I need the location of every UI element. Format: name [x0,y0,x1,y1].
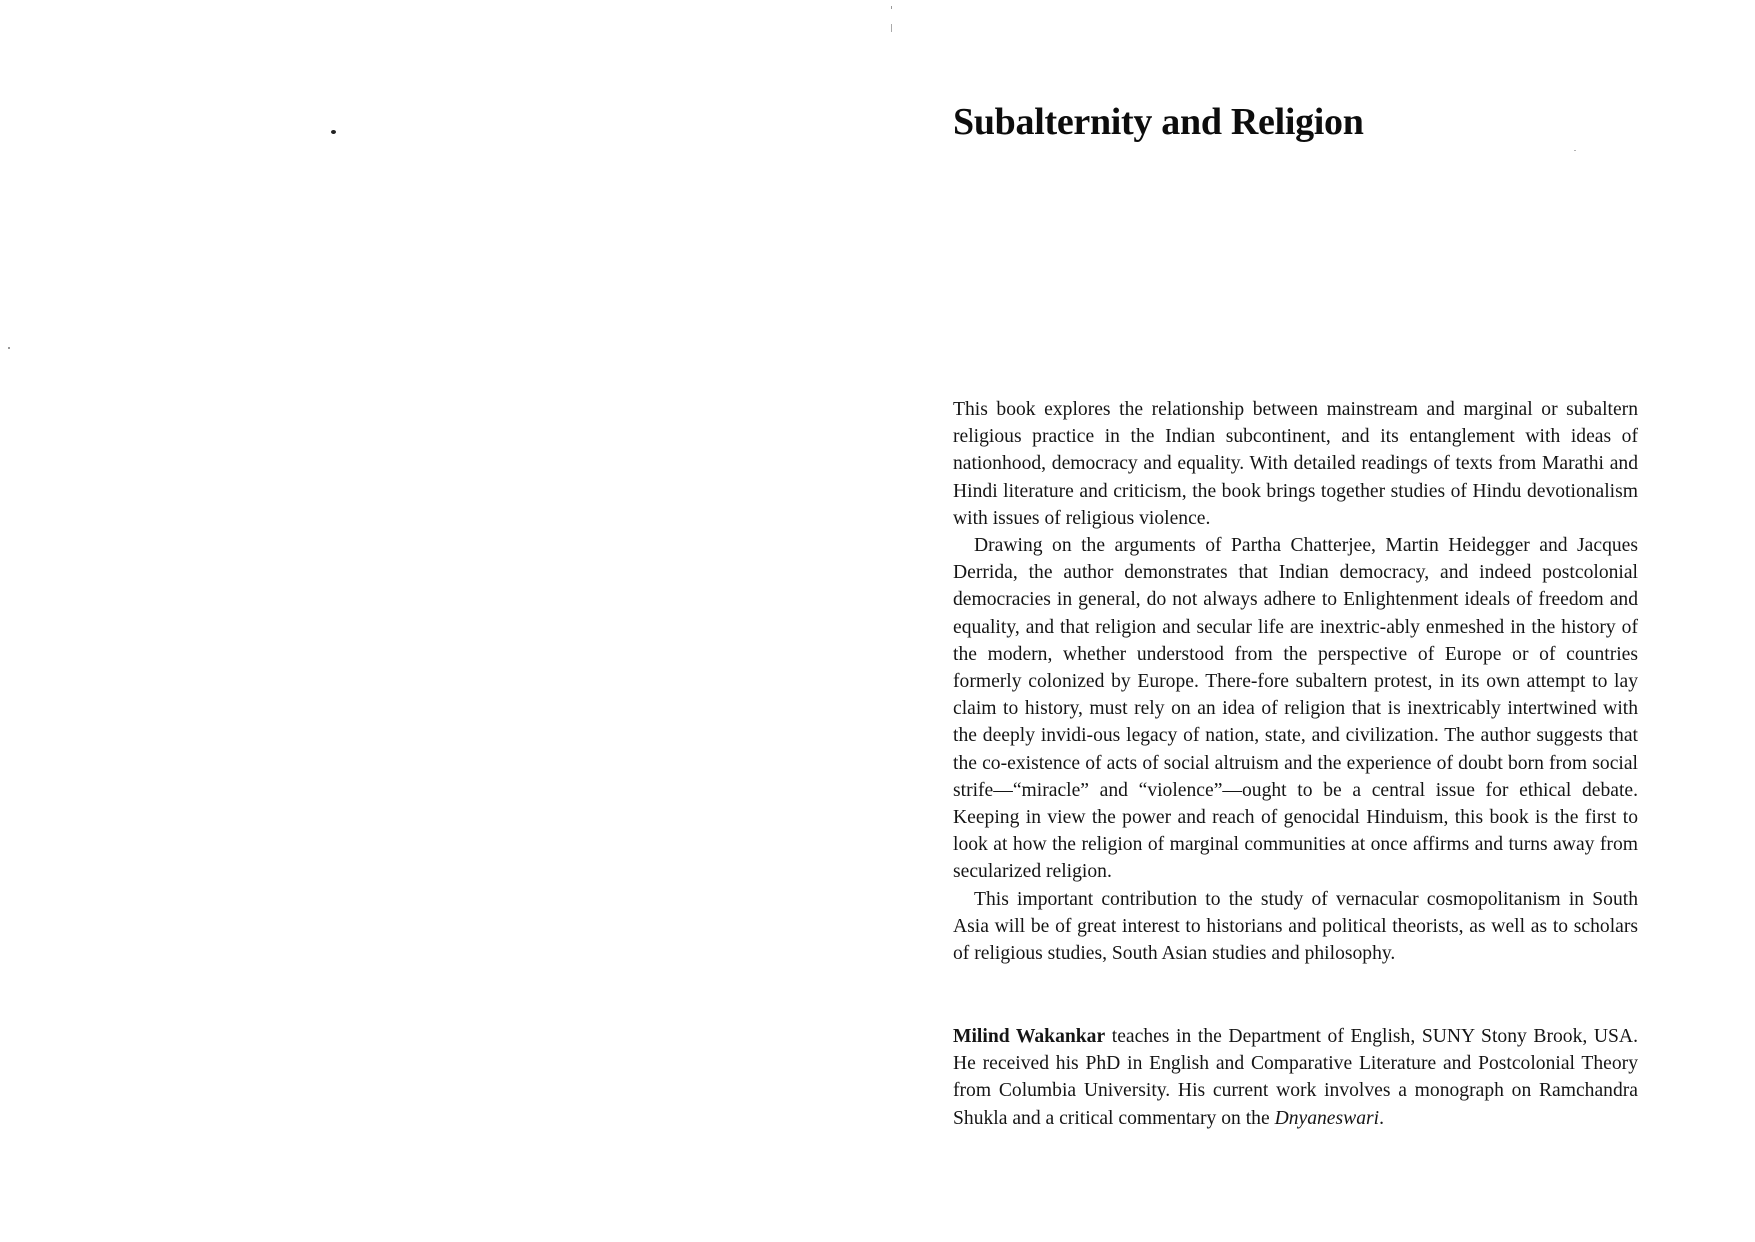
ink-dot [8,347,10,349]
author-bio-paragraph [953,1023,1638,1132]
author-name: Milind Wakankar [953,1026,1106,1047]
book-title: Subalternity and Religion [953,101,1364,143]
author-bio-text: teaches in the Department of English, SUNY Stony Brook, USA. He received his PhD in English and Comparative Literature and Postcolonial Theory from Columbia University. His current work involves a monograph on Ramchandra Shukla and a critical commentary on the [953,1026,1638,1129]
ink-mark [331,130,336,134]
left-page [0,0,877,1242]
description-paragraph: This important contribution to the study of vernacular cosmopolitanism in South Asia will be of great interest to historians and political theorists, as well as to scholars of religious studies, South Asian studies and philosophy. [953,888,1638,965]
right-page [877,0,1755,1242]
ink-dot [1574,150,1576,151]
work-title: Dnyaneswari [1274,1107,1380,1129]
book-description [953,396,1638,967]
description-paragraph: Drawing on the arguments of Partha Chatterjee, Martin Heidegger and Jacques Derrida, the author demonstrates that Indian democracy, and indeed postcolonial democracies in general, do not always adhere to Enlightenment ideals of freedom and equality, and that religion and secular life are inextric-ably enmeshed in the history of the modern, whether understood from the perspective of Europe or of countries formerly colonized by Europe. There-fore subaltern protest, in its own attempt to lay claim to history, must rely on an idea of religion that is inextricably intertwined with the deeply invidi-ous legacy of nation, state, and civilization. The author suggests that the co-existence of acts of social altruism and the experience of doubt born from social strife—“miracle” and “violence”—ought to be a central issue for ethical debate. Keeping in view the power and reach of genocidal Hinduism, this book is the first to look at how the religion of marginal communities at once affirms and turns away from secularized religion. [953,535,1638,883]
bio-end: . [1379,1107,1384,1129]
author-bio [953,1023,1638,1132]
description-paragraph: This book explores the relationship between mainstream and marginal or subaltern religious practice in the Indian subcontinent, and its entanglement with ideas of nationhood, democracy and equality. With detailed readings of texts from Marathi and Hindi literature and criticism, the book brings together studies of Hindu devotionalism with issues of religious violence. [953,399,1638,529]
